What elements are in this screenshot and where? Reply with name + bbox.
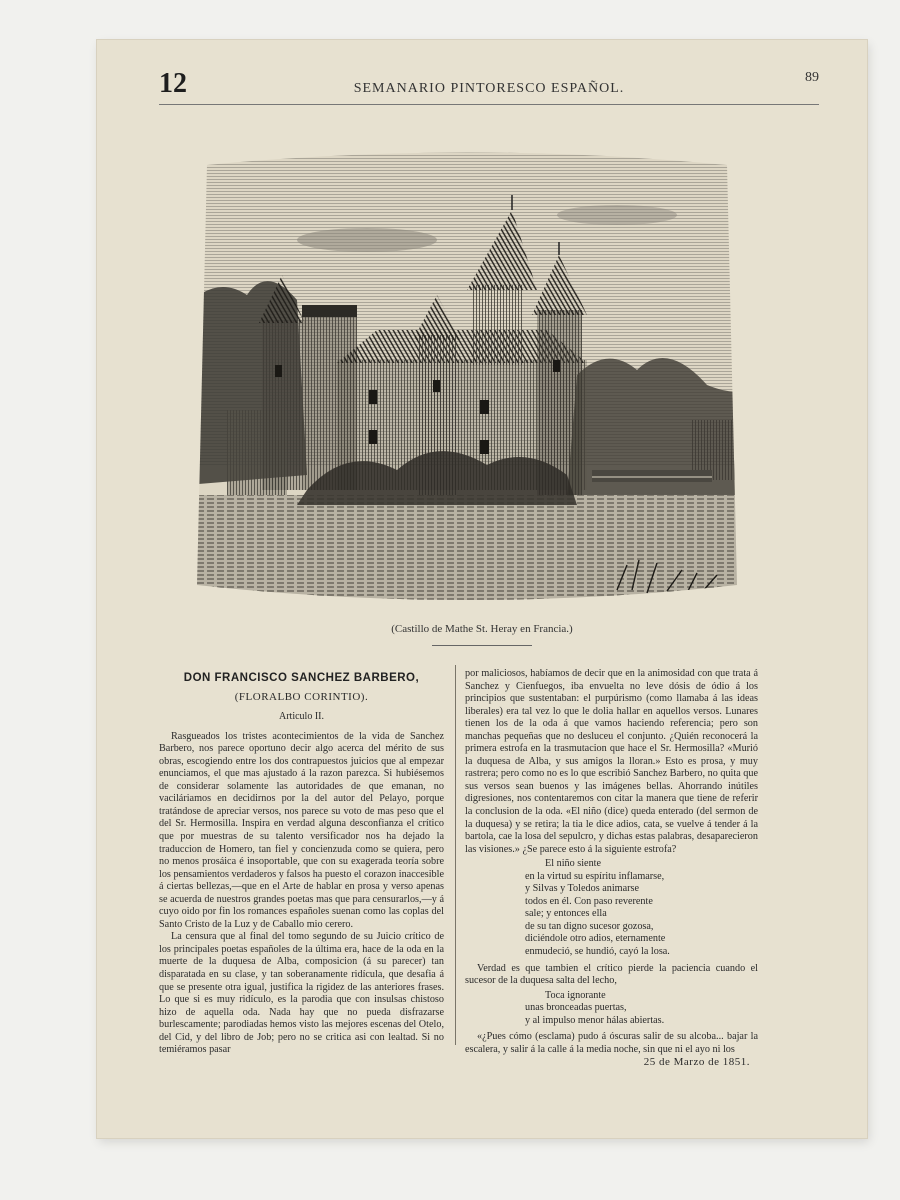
- folio-number: 89: [805, 70, 819, 85]
- paragraph: Rasgueados los tristes acontecimientos de la vida de Sanchez Barbero, nos parece oportuno decir algo acerca del mérito de sus obras, escogiendo entre los dos contrapuestos juicios que al empezar enunciamos, el que mas ajustado á la razon parezca. Si hubiésemos de considerar solamente las autoridades de que emanan, no vaciláriamos en decidirnos por la del autor del Pelayo, porque tratándose de apreciar versos, nos parece su voto de mas peso que el del Sr. Hermosilla. Inspira en verdad alguna desconfianza el crítico que por muestras de su talento versificador nos ha dejado la traduccion de Homero, tan fiel y concienzuda como se quiera, pero no menos prosáica é insoportable, que con su exagerada teoría sobre los pensamientos verdaderos y falsos ha puesto el corazon inaccesible á ciertas bellezas,—que en el Arte de hablar en prosa y verso apenas se acuerda de nuestros grandes poetas mas que para censurarlos,—y á cuyo oido por fin los romances españoles suenan como las coplas del Santo Cristo de la Luz y de Caballo mio cerero.: [159, 730, 444, 930]
- dateline: 25 de Marzo de 1851.: [643, 1056, 750, 1069]
- article-subtitle: (FLORALBO CORINTIO).: [234, 690, 369, 703]
- castle-engraving: [187, 145, 747, 615]
- verse-line: Toca ignorante: [545, 989, 606, 1001]
- right-column: [465, 668, 758, 1069]
- page-number: 12: [159, 68, 187, 99]
- column-divider: [455, 665, 456, 1045]
- verse-line: en la virtud su espíritu inflamarse,: [525, 870, 665, 882]
- paragraph: «¿Pues cómo (esclama) pudo á óscuras salir de su alcoba... bajar la escalera, y salir á la calle á la media noche, sin que ni el ayo ni los: [465, 1031, 758, 1055]
- paragraph: La censura que al final del tomo segundo de su Juicio crítico de los principales poetas españoles de la última era, hace de la oda en la muerte de la duquesa de Alba, composicion (á su parecer) tan disparatada en su clase, y tan soberanamente ridícula, que desafia á que se presente otra igual, justifica la rigidez de las anteriores frases. Lo que si es muy ridículo, es la parodia que con insulsas chistoso hizo de aquella oda. Nada hay que no pueda disfrazarse burlescamente; parodiadas hemos visto las mejores escenas del Otelo, del Cid, y del libro de Job; pero no se critica asi con lealtad. Si no temiéramos pasar: [159, 931, 444, 1056]
- paragraph: por maliciosos, habíamos de decir que en la animosidad con que trata á Sanchez y Cienfuegos, iba envuelta no leve dósis de ódio á los principios que sustentaban: el purpúrismo (como llamaba á las ideas liberales) era tal vez lo que le dolia hallar en aquellos versos. Lunares tienen los de la oda á que vamos haciendo referencia; pero son manchas pequeñas que no desluceu el conjunto. ¿Quién reconocerá la primera estrofa en la trasmutacion que hace el Sr. Hermosilla? «Murió la duquesa de Alba, y sus amigos la lloran.» Esto es prosa, y muy rastrera; pero como no es lo que escribió Sanchez Barbero, no quita que sus versos sean buenos y las imágenes bellas. Ahorrando inútiles digresiones, nos contentaremos con citar la manera que tiene de referir la conclusion de la oda. «El niño (dice) queda enterado (del sermon de la duquesa) y se retira; la tia le dice adios, cata, se vuelve á tender á la bartola, cae la losa del sepulcro, y dichas estas palabras, desaparecieron las visiones.» ¿Se parece esto á la siguiente estrofa?: [465, 668, 758, 855]
- verse-line: y Silvas y Toledos animarse: [525, 883, 639, 895]
- verse-line: enmudeció, se hundió, cayó la losa.: [525, 946, 670, 958]
- verse-line: sale; y entonces ella: [525, 908, 607, 920]
- journal-title: SEMANARIO PINTORESCO ESPAÑOL.: [353, 81, 625, 96]
- verse-line: y al impulso menor hálas abiertas.: [525, 1014, 665, 1026]
- illustration-caption: (Castillo de Mathe St. Heray en Francia.): [391, 623, 573, 635]
- left-column: [159, 668, 444, 1057]
- paragraph: Verdad es que tambien el crítico pierde la paciencia cuando el sucesor de la duquesa salta del lecho,: [465, 962, 758, 987]
- newspaper-page: [97, 40, 867, 1138]
- page-header: [159, 66, 819, 105]
- verse-line: El niño siente: [545, 858, 602, 870]
- verse-line: unas bronceadas puertas,: [525, 1002, 627, 1014]
- verse-stanza: [465, 990, 758, 1028]
- caption-divider: [432, 645, 532, 646]
- article-title: DON FRANCISCO SANCHEZ BARBERO,: [183, 672, 420, 684]
- verse-line: todos en él. Con paso reverente: [525, 895, 653, 907]
- verse-stanza: [465, 858, 758, 958]
- article-section: Articulo II.: [279, 711, 324, 723]
- verse-line: diciéndole otro adios, eternamente: [525, 933, 666, 945]
- verse-line: de su tan digno sucesor gozosa,: [525, 920, 654, 932]
